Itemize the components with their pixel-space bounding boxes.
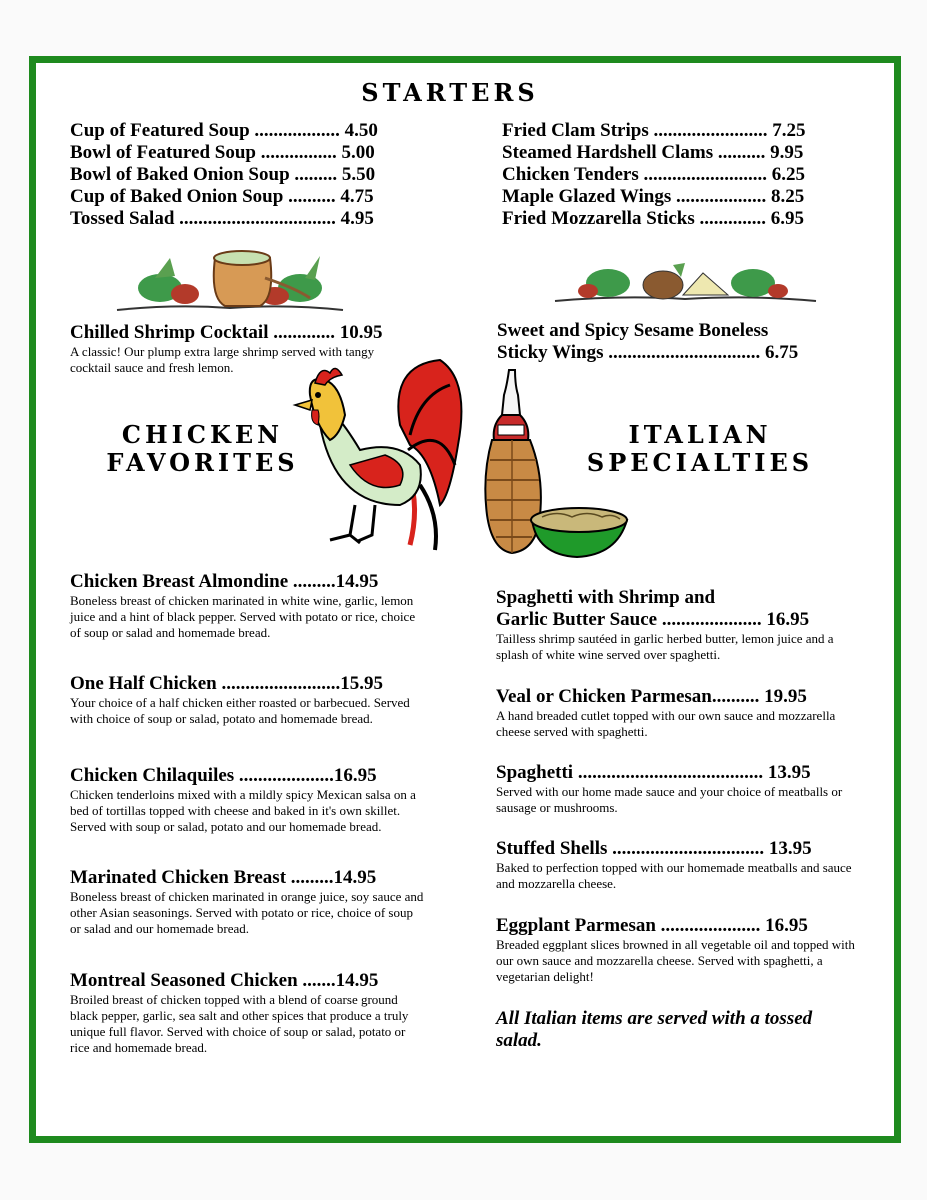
italian-item [496,686,861,740]
chicken-item [70,765,425,835]
item-description: Served with our home made sauce and your choice of meatballs or sausage or mushrooms. [496,784,843,815]
rooster-illustration [290,355,470,560]
menu-item: Tossed Salad ................................. 4.95 [70,208,374,229]
chicken-item [70,867,425,937]
italian-item [496,915,861,985]
item-description: Breaded eggplant slices browned in all vegetable oil and topped with our own sauce and mozzarella cheese. Served with spaghetti, a vegetarian delight! [496,937,855,984]
italian-salad-note: All Italian items are served with a tossed salad. [496,1008,813,1051]
item-description: A hand breaded cutlet topped with our own sauce and mozzarella cheese served with spaghetti. [496,708,836,739]
heading-line: SPECIALTIES [586,448,814,477]
menu-item: Steamed Hardshell Clams .......... 9.95 [502,142,804,163]
starters-left-list [70,120,430,230]
chicken-item [70,970,425,1056]
item-title: Stuffed Shells ................................ 13.95 [496,838,812,859]
italian-specialties-heading [585,421,815,477]
menu-item: Cup of Featured Soup .................. 4.50 [70,120,378,141]
item-title: Eggplant Parmesan ..................... 16.95 [496,915,808,936]
item-title: Marinated Chicken Breast .........14.95 [70,867,377,888]
chicken-item [70,673,425,727]
item-title: Veal or Chicken Parmesan.......... 19.95 [496,686,807,707]
menu-item: Fried Mozzarella Sticks .............. 6.95 [502,208,805,229]
menu-item: Fried Clam Strips ........................ 7.25 [502,120,806,141]
starters-heading: STARTERS [361,78,539,107]
menu-item: Cup of Baked Onion Soup .......... 4.75 [70,186,374,207]
italian-item [496,762,861,816]
menu-item: Bowl of Featured Soup ................ 5.00 [70,142,375,163]
item-description: Boneless breast of chicken marinated in white wine, garlic, lemon juice and a hint of black pepper. Served with potato or rice, choice of soup or salad and homemade bread. [70,593,416,640]
item-title: Garlic Butter Sauce ..................... 16.95 [496,609,810,630]
starters-right-list [502,120,862,230]
soup-pot-illustration [115,238,345,318]
italian-item [496,838,861,892]
chicken-item [70,571,425,641]
menu-item: Maple Glazed Wings ................... 8.25 [502,186,805,207]
item-description: Baked to perfection topped with our homemade meatballs and sauce and mozzarella cheese. [496,860,852,891]
item-title: Chilled Shrimp Cocktail ............. 10.95 [70,322,383,343]
heading-line: FAVORITES [106,448,299,477]
item-title: Spaghetti ....................................... 13.95 [496,762,811,783]
sticky-wings-item [497,320,857,364]
item-title: Spaghetti with Shrimp and [496,587,716,608]
item-title: Sweet and Spicy Sesame Boneless [497,320,769,341]
item-description: A classic! Our plump extra large shrimp served with tangy cocktail sauce and fresh lemon. [70,344,375,375]
cheese-vegetables-illustration [553,255,818,305]
item-description: Broiled breast of chicken topped with a blend of coarse ground black pepper, garlic, sea salt and other spices that produce a truly unique full flavor. Served with choice of soup or salad, potato or rice and homemade bread. [70,992,409,1055]
item-title: Chicken Chilaquiles ....................16.95 [70,765,377,786]
item-description: Chicken tenderloins mixed with a mildly spicy Mexican salsa on a bed of tortillas topped with cheese and baked in it's own skillet. Served with soup or salad, potato and our homemade bread. [70,787,416,834]
item-title: One Half Chicken .........................15.95 [70,673,383,694]
menu-item: Bowl of Baked Onion Soup ......... 5.50 [70,164,376,185]
chicken-favorites-heading [85,421,320,477]
item-description: Boneless breast of chicken marinated in orange juice, soy sauce and other Asian seasonings. Served with potato or rice, choice of soup or salad and our homemade bread. [70,889,424,936]
item-title: Sticky Wings ................................ 6.75 [497,342,799,363]
item-description: Your choice of a half chicken either roasted or barbecued. Served with choice of soup or salad, potato and homemade bread. [70,695,410,726]
item-title: Chicken Breast Almondine .........14.95 [70,571,379,592]
heading-line: ITALIAN [628,420,772,449]
italian-item [496,587,861,663]
heading-line: CHICKEN [121,420,284,449]
menu-item: Chicken Tenders .......................... 6.25 [502,164,805,185]
item-title: Montreal Seasoned Chicken .......14.95 [70,970,379,991]
item-description: Tailless shrimp sautéed in garlic herbed butter, lemon juice and a splash of white wine served over spaghetti. [496,631,834,662]
